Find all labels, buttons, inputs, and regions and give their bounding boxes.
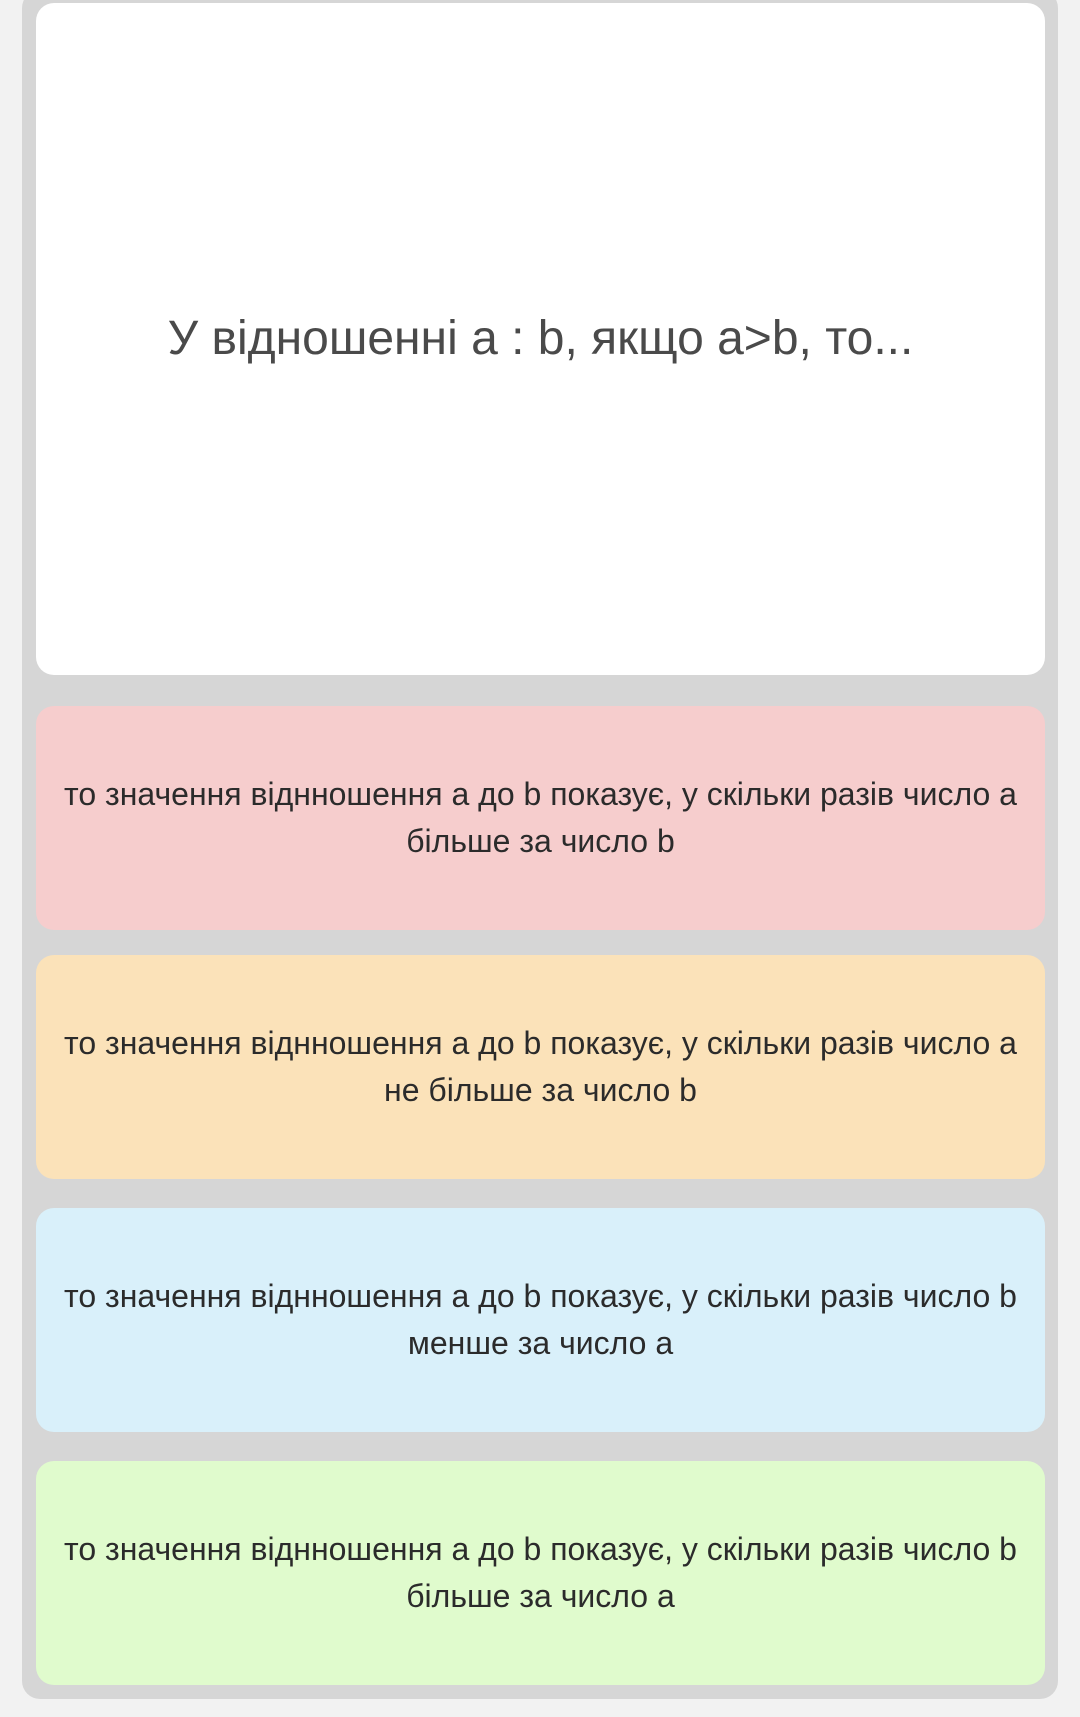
answer-option-3[interactable] <box>36 1208 1045 1432</box>
question-card <box>36 3 1045 675</box>
question-text: У відношенні a : b, якщо a>b, то... <box>167 312 914 366</box>
answer-option-text: то значення віднношення a до b показує, у скільки разів число a більше за число b <box>64 776 1017 859</box>
answer-option-text: то значення віднношення a до b показує, у скільки разів число b менше за число a <box>64 1278 1017 1361</box>
answer-option-text: то значення віднношення a до b показує, у скільки разів число b більше за число a <box>64 1531 1017 1614</box>
answer-option-2[interactable] <box>36 955 1045 1179</box>
answer-option-text: то значення віднношення a до b показує, у скільки разів число a не більше за число b <box>64 1025 1017 1108</box>
answer-option-4[interactable] <box>36 1461 1045 1685</box>
answer-option-1[interactable] <box>36 706 1045 930</box>
